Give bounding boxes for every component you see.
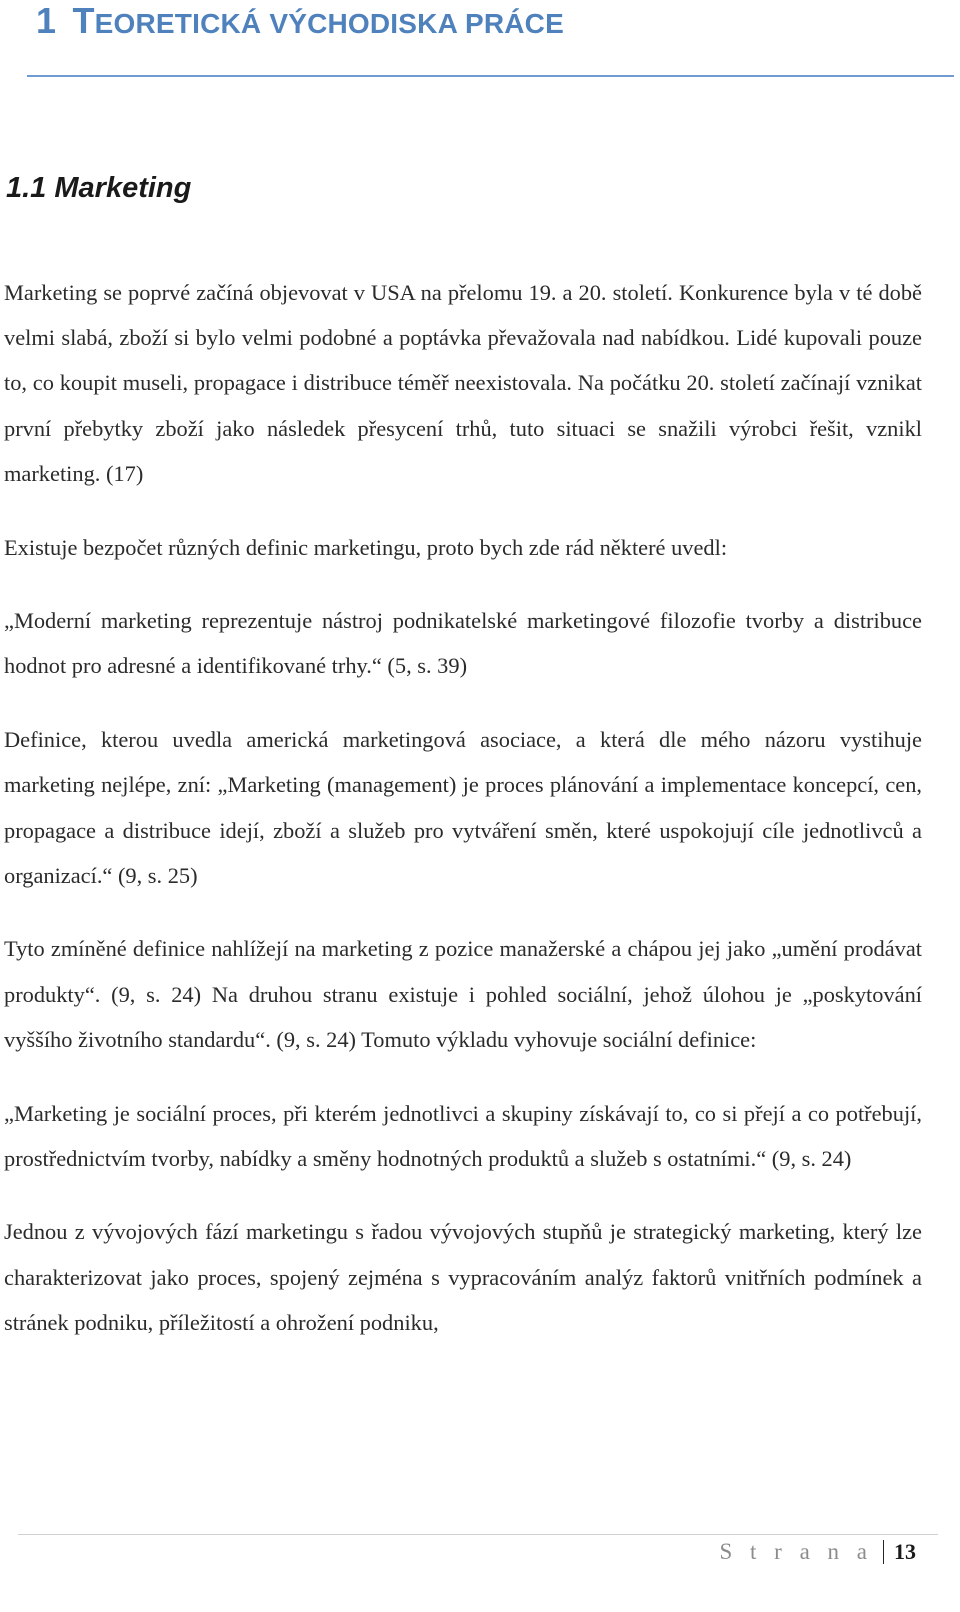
chapter-heading-rule: [27, 75, 954, 77]
page-label: S t r a n a: [719, 1539, 873, 1564]
paragraph-quote-social-definition: „Marketing je sociální proces, při kterém jednotlivci a skupiny získávají to, co si přejí a co potřebují, prostřednictvím tvorby, nabídky a směny hodnotných produktů a služeb s ostatními.“ (9, s. 24): [4, 1100, 922, 1171]
paragraph-strategic-marketing: Jednou z vývojových fází marketingu s řadou vývojových stupňů je strategický marketing, který lze charakterizovat jako proces, spojený zejména s vypracováním analýz faktorů vnitřních podmínek a stránek podniku, příležitostí a ohrožení podniku,: [4, 1219, 922, 1335]
section-title: 1.1 Marketing: [6, 172, 192, 204]
paragraph-history: Marketing se poprvé začíná objevovat v USA na přelomu 19. a 20. století. Konkurence byla v té době velmi slabá, zboží si bylo velmi podobné a poptávka převažovala nad nabídkou. Lidé kupovali pouze to, co koupit museli, propagace i distribuce téměř neexistovala. Na počátku 20. století začínají vznikat první přebytky zboží jako následek přesycení trhů, tuto situaci se snažili výrobci řešit, vznikl marketing. (17): [4, 280, 922, 486]
chapter-title-rest: EORETICKÁ VÝCHODISKA PRÁCE: [94, 8, 564, 39]
document-body: [4, 270, 922, 1374]
paragraph-quote-modern-marketing: „Moderní marketing reprezentuje nástroj podnikatelské marketingové filozofie tvorby a distribuce hodnot pro adresné a identifikované trhy.“ (5, s. 39): [4, 608, 922, 679]
chapter-number: 1: [36, 0, 57, 41]
chapter-title: [36, 0, 564, 42]
page-number: 13: [894, 1539, 916, 1564]
footer-rule: [18, 1534, 938, 1535]
paragraph-managerial-vs-social: Tyto zmíněné definice nahlížejí na marketing z pozice manažerské a chápou jej jako „umění prodávat produkty“. (9, s. 24) Na druhou stranu existuje i pohled sociální, jehož úlohou je „poskytování vyššího životního standardu“. (9, s. 24) Tomuto výkladu vyhovuje sociální definice:: [4, 936, 922, 1052]
page-number-separator: [883, 1540, 884, 1564]
chapter-title-initial: T: [72, 0, 95, 41]
paragraph-definitions-intro: Existuje bezpočet různých definic marketingu, proto bych zde rád některé uvedl:: [4, 534, 728, 560]
page-footer: [719, 1539, 916, 1565]
paragraph-ama-definition: Definice, kterou uvedla americká marketingová asociace, a která dle mého názoru vystihuje marketing nejlépe, zní: „Marketing (management) je proces plánování a implementace koncepcí, cen, propagace a distribuce idejí, zboží a služeb pro vytváření směn, které uspokojují cíle jednotlivců a organizací.“ (9, s. 25): [4, 727, 922, 888]
